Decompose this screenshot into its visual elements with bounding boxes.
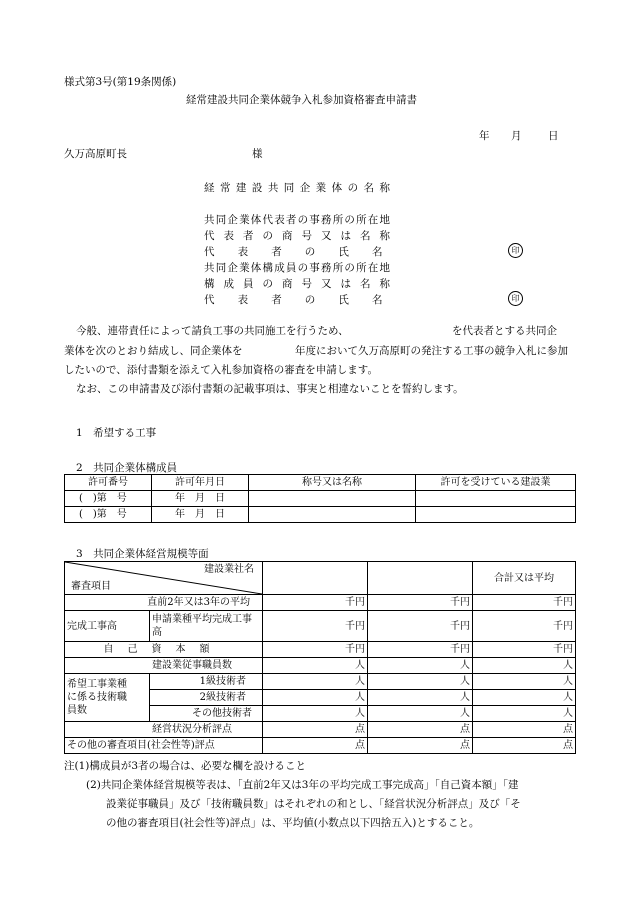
- members-table: [64, 474, 576, 523]
- unit-cell[interactable]: 千円: [473, 595, 576, 611]
- body-text-1a: 今般、連帯責任によって請負工事の共同施工を行うため、: [76, 325, 349, 337]
- unit-cell[interactable]: 人: [368, 706, 473, 722]
- unit-cell[interactable]: 千円: [263, 611, 368, 642]
- addressee-honorific: 様: [252, 148, 263, 160]
- permit-no-cell[interactable]: ( )第 号: [65, 507, 152, 523]
- tech1-label: 1級技術者: [150, 674, 263, 690]
- header-permit-date: 許可年月日: [152, 475, 249, 491]
- table-row: [65, 491, 576, 507]
- unit-cell[interactable]: 人: [473, 674, 576, 690]
- unit-cell[interactable]: 人: [263, 674, 368, 690]
- rep-address-label: 共同企業体代表者の事務所の所在地: [204, 214, 390, 226]
- diag-bottom-label: 審査項目: [71, 581, 111, 592]
- header-permit-no: 許可番号: [65, 475, 152, 491]
- section3-title: 3 共同企業体経営規模等面: [76, 548, 209, 560]
- completion-avg-label: 直前2年又は3年の平均: [65, 595, 263, 611]
- body-text-1-cont: 業体を次のとおり結成し、同企業体を 年度において久万高原町の発注する工事の競争入札に参加したいので、添付書類を添えて入札参加資格の審査を申請します。: [64, 345, 568, 376]
- unit-cell[interactable]: 点: [263, 738, 368, 754]
- note-1: 注(1)構成員が3者の場合は、必要な欄を設けること: [64, 760, 307, 772]
- member-trade-label: 構成員の商号又は名称: [204, 278, 390, 290]
- note-2-line2: 設業従事職員」及び「技術職員数」はそれぞれの和とし、「経営状況分析評点」及び「そ: [106, 798, 521, 810]
- addressee-name: 久万高原町長: [64, 148, 127, 160]
- total-header: 合計又は平均: [473, 562, 576, 595]
- unit-cell[interactable]: 人: [263, 658, 368, 674]
- trade-name-cell[interactable]: [249, 491, 416, 507]
- header-licensed-business: 許可を受けている建設業: [416, 475, 576, 491]
- tech-other-label: その他技術者: [150, 706, 263, 722]
- unit-cell[interactable]: 人: [368, 690, 473, 706]
- tech2-label: 2級技術者: [150, 690, 263, 706]
- note-2-line3: の他の審査項目(社会性等)評点」は、平均値(小数点以下四捨五入)とすること。: [106, 817, 480, 829]
- unit-cell[interactable]: 千円: [473, 642, 576, 658]
- completion-sub-label: 申請業種平均完成工事高: [150, 611, 263, 642]
- unit-cell[interactable]: 千円: [368, 595, 473, 611]
- rep-trade-label: 代表者の商号又は名称: [204, 230, 390, 242]
- unit-cell[interactable]: 点: [263, 722, 368, 738]
- diagonal-header: [65, 562, 263, 595]
- unit-cell[interactable]: 千円: [263, 595, 368, 611]
- unit-cell[interactable]: 点: [368, 738, 473, 754]
- unit-cell[interactable]: 人: [368, 674, 473, 690]
- body-text-1b-head: を代表者とする共同企: [452, 325, 557, 337]
- member-rep-name-label: 代表者の氏名: [204, 294, 406, 306]
- unit-cell[interactable]: 人: [473, 690, 576, 706]
- form-title: 経常建設共同企業体競争入札参加資格審査申請書: [186, 94, 417, 106]
- rep-name-label: 代表者の氏名: [204, 246, 406, 258]
- jv-name-label: 経常建設共同企業体の名称: [204, 182, 390, 194]
- header-trade-name: 称号又は名称: [249, 475, 416, 491]
- diag-top-label: 建設業社名: [204, 564, 254, 575]
- trade-name-cell[interactable]: [249, 507, 416, 523]
- unit-cell[interactable]: 点: [473, 722, 576, 738]
- date-month: 月: [511, 130, 522, 142]
- capital-label: 自己資本額: [65, 642, 263, 658]
- unit-cell[interactable]: 点: [368, 722, 473, 738]
- section2-title: 2 共同企業体構成員: [76, 462, 178, 474]
- unit-cell[interactable]: 千円: [368, 642, 473, 658]
- unit-cell[interactable]: 人: [473, 706, 576, 722]
- member-address-label: 共同企業体構成員の事務所の所在地: [204, 262, 390, 274]
- company-a-header[interactable]: [263, 562, 368, 595]
- body-text-2: なお、この申請書及び添付書類の記載事項は、事実と相違ないことを誓約します。: [76, 383, 464, 395]
- unit-cell[interactable]: 人: [368, 658, 473, 674]
- note-2-line1: (2)共同企業体経営規模等表は、「直前2年又は3年の平均完成工事完成高」「自己資本額」「建: [86, 779, 519, 791]
- table-row: [65, 507, 576, 523]
- unit-cell[interactable]: 人: [263, 690, 368, 706]
- completion-group-label: 完成工事高: [65, 611, 150, 642]
- mgmt-score-label: 経営状況分析評点: [65, 722, 263, 738]
- scale-table: [64, 561, 576, 754]
- unit-cell[interactable]: 千円: [473, 611, 576, 642]
- section1-title: 1 希望する工事: [76, 427, 157, 439]
- licensed-business-cell[interactable]: [416, 491, 576, 507]
- company-b-header[interactable]: [368, 562, 473, 595]
- member-seal-icon: 印: [508, 291, 523, 306]
- unit-cell[interactable]: 人: [473, 658, 576, 674]
- employees-label: 建設業従事職員数: [65, 658, 263, 674]
- form-number: 様式第3号(第19条関係): [64, 76, 177, 88]
- permit-no-cell[interactable]: ( )第 号: [65, 491, 152, 507]
- rep-seal-icon: 印: [508, 243, 523, 258]
- unit-cell[interactable]: 人: [263, 706, 368, 722]
- unit-cell[interactable]: 点: [473, 738, 576, 754]
- unit-cell[interactable]: 千円: [263, 642, 368, 658]
- date-day: 日: [548, 130, 559, 142]
- licensed-business-cell[interactable]: [416, 507, 576, 523]
- social-score-label: その他の審査項目(社会性等)評点: [65, 738, 263, 754]
- unit-cell[interactable]: 千円: [368, 611, 473, 642]
- permit-date-cell[interactable]: 年 月 日: [152, 491, 249, 507]
- tech-group-label: 希望工事業種 に係る技術職 員数: [65, 674, 150, 722]
- permit-date-cell[interactable]: 年 月 日: [152, 507, 249, 523]
- date-year: 年: [479, 130, 490, 142]
